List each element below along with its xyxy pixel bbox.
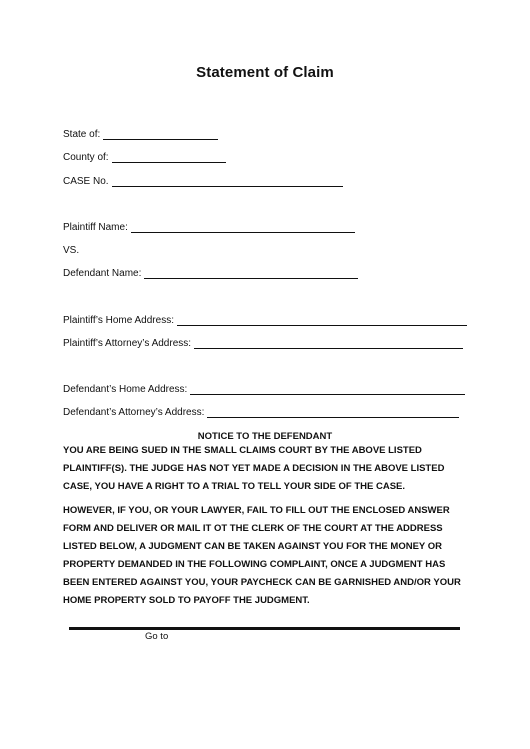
notice-heading: NOTICE TO THE DEFENDANT [197, 431, 333, 442]
defendant-attorney-address-label: Defendant’s Attorney’s Address: [63, 407, 205, 418]
case-number-blank[interactable] [112, 176, 343, 187]
notice-paragraph-1: YOU ARE BEING SUED IN THE SMALL CLAIMS COURT BY THE ABOVE LISTED PLAINTIFF(S). THE JUDGE HAS NOT YET MADE A DECISION IN THE ABOVE LISTED CASE, YOU HAVE A RIGHT TO A TRIAL TO TELL YOUR SIDE OF THE CASE. [63, 445, 445, 492]
goto-link[interactable]: Go to [145, 631, 169, 642]
plaintiff-home-address-blank[interactable] [177, 315, 467, 326]
plaintiff-home-address-label: Plaintiff’s Home Address: [63, 315, 174, 326]
plaintiff-attorney-address-field [63, 338, 463, 349]
state-label: State of: [63, 129, 101, 140]
plaintiff-name-blank[interactable] [131, 222, 355, 233]
defendant-name-blank[interactable] [144, 268, 358, 279]
plaintiff-name-label: Plaintiff Name: [63, 222, 128, 233]
versus-label: VS. [63, 245, 80, 256]
county-field [63, 152, 226, 163]
defendant-home-address-field [63, 384, 465, 395]
defendant-attorney-address-field [63, 407, 459, 418]
case-number-field [63, 176, 343, 187]
page-title: Statement of Claim [196, 64, 334, 81]
county-label: County of: [63, 152, 109, 163]
plaintiff-name-field [63, 222, 355, 233]
county-blank[interactable] [112, 152, 226, 163]
plaintiff-attorney-address-label: Plaintiff’s Attorney’s Address: [63, 338, 192, 349]
notice-paragraph-2: HOWEVER, IF YOU, OR YOUR LAWYER, FAIL TO FILL OUT THE ENCLOSED ANSWER FORM AND DELIVER OR MAIL IT OT THE CLERK OF THE COURT AT THE ADDRESS LISTED BELOW, A JUDGMENT CAN BE TAKEN AGAINST YOU FOR THE MONEY OR PROPERTY DEMANDED IN THE FOLLOWING COMPLAINT, ONCE A JUDGMENT HAS BEEN ENTERED AGAINST YOU, YOUR PAYCHECK CAN BE GARNISHED AND/OR YOUR HOME PROPERTY SOLD TO PAYOFF THE JUDGMENT. [63, 505, 461, 606]
defendant-name-field [63, 268, 358, 279]
plaintiff-attorney-address-blank[interactable] [194, 338, 463, 349]
defendant-home-address-label: Defendant’s Home Address: [63, 384, 188, 395]
state-field [63, 129, 218, 140]
defendant-attorney-address-blank[interactable] [207, 407, 459, 418]
defendant-name-label: Defendant Name: [63, 268, 142, 279]
state-blank[interactable] [103, 129, 218, 140]
defendant-home-address-blank[interactable] [190, 384, 465, 395]
plaintiff-home-address-field [63, 315, 467, 326]
footer-divider [69, 627, 460, 630]
case-number-label: CASE No. [63, 176, 109, 187]
